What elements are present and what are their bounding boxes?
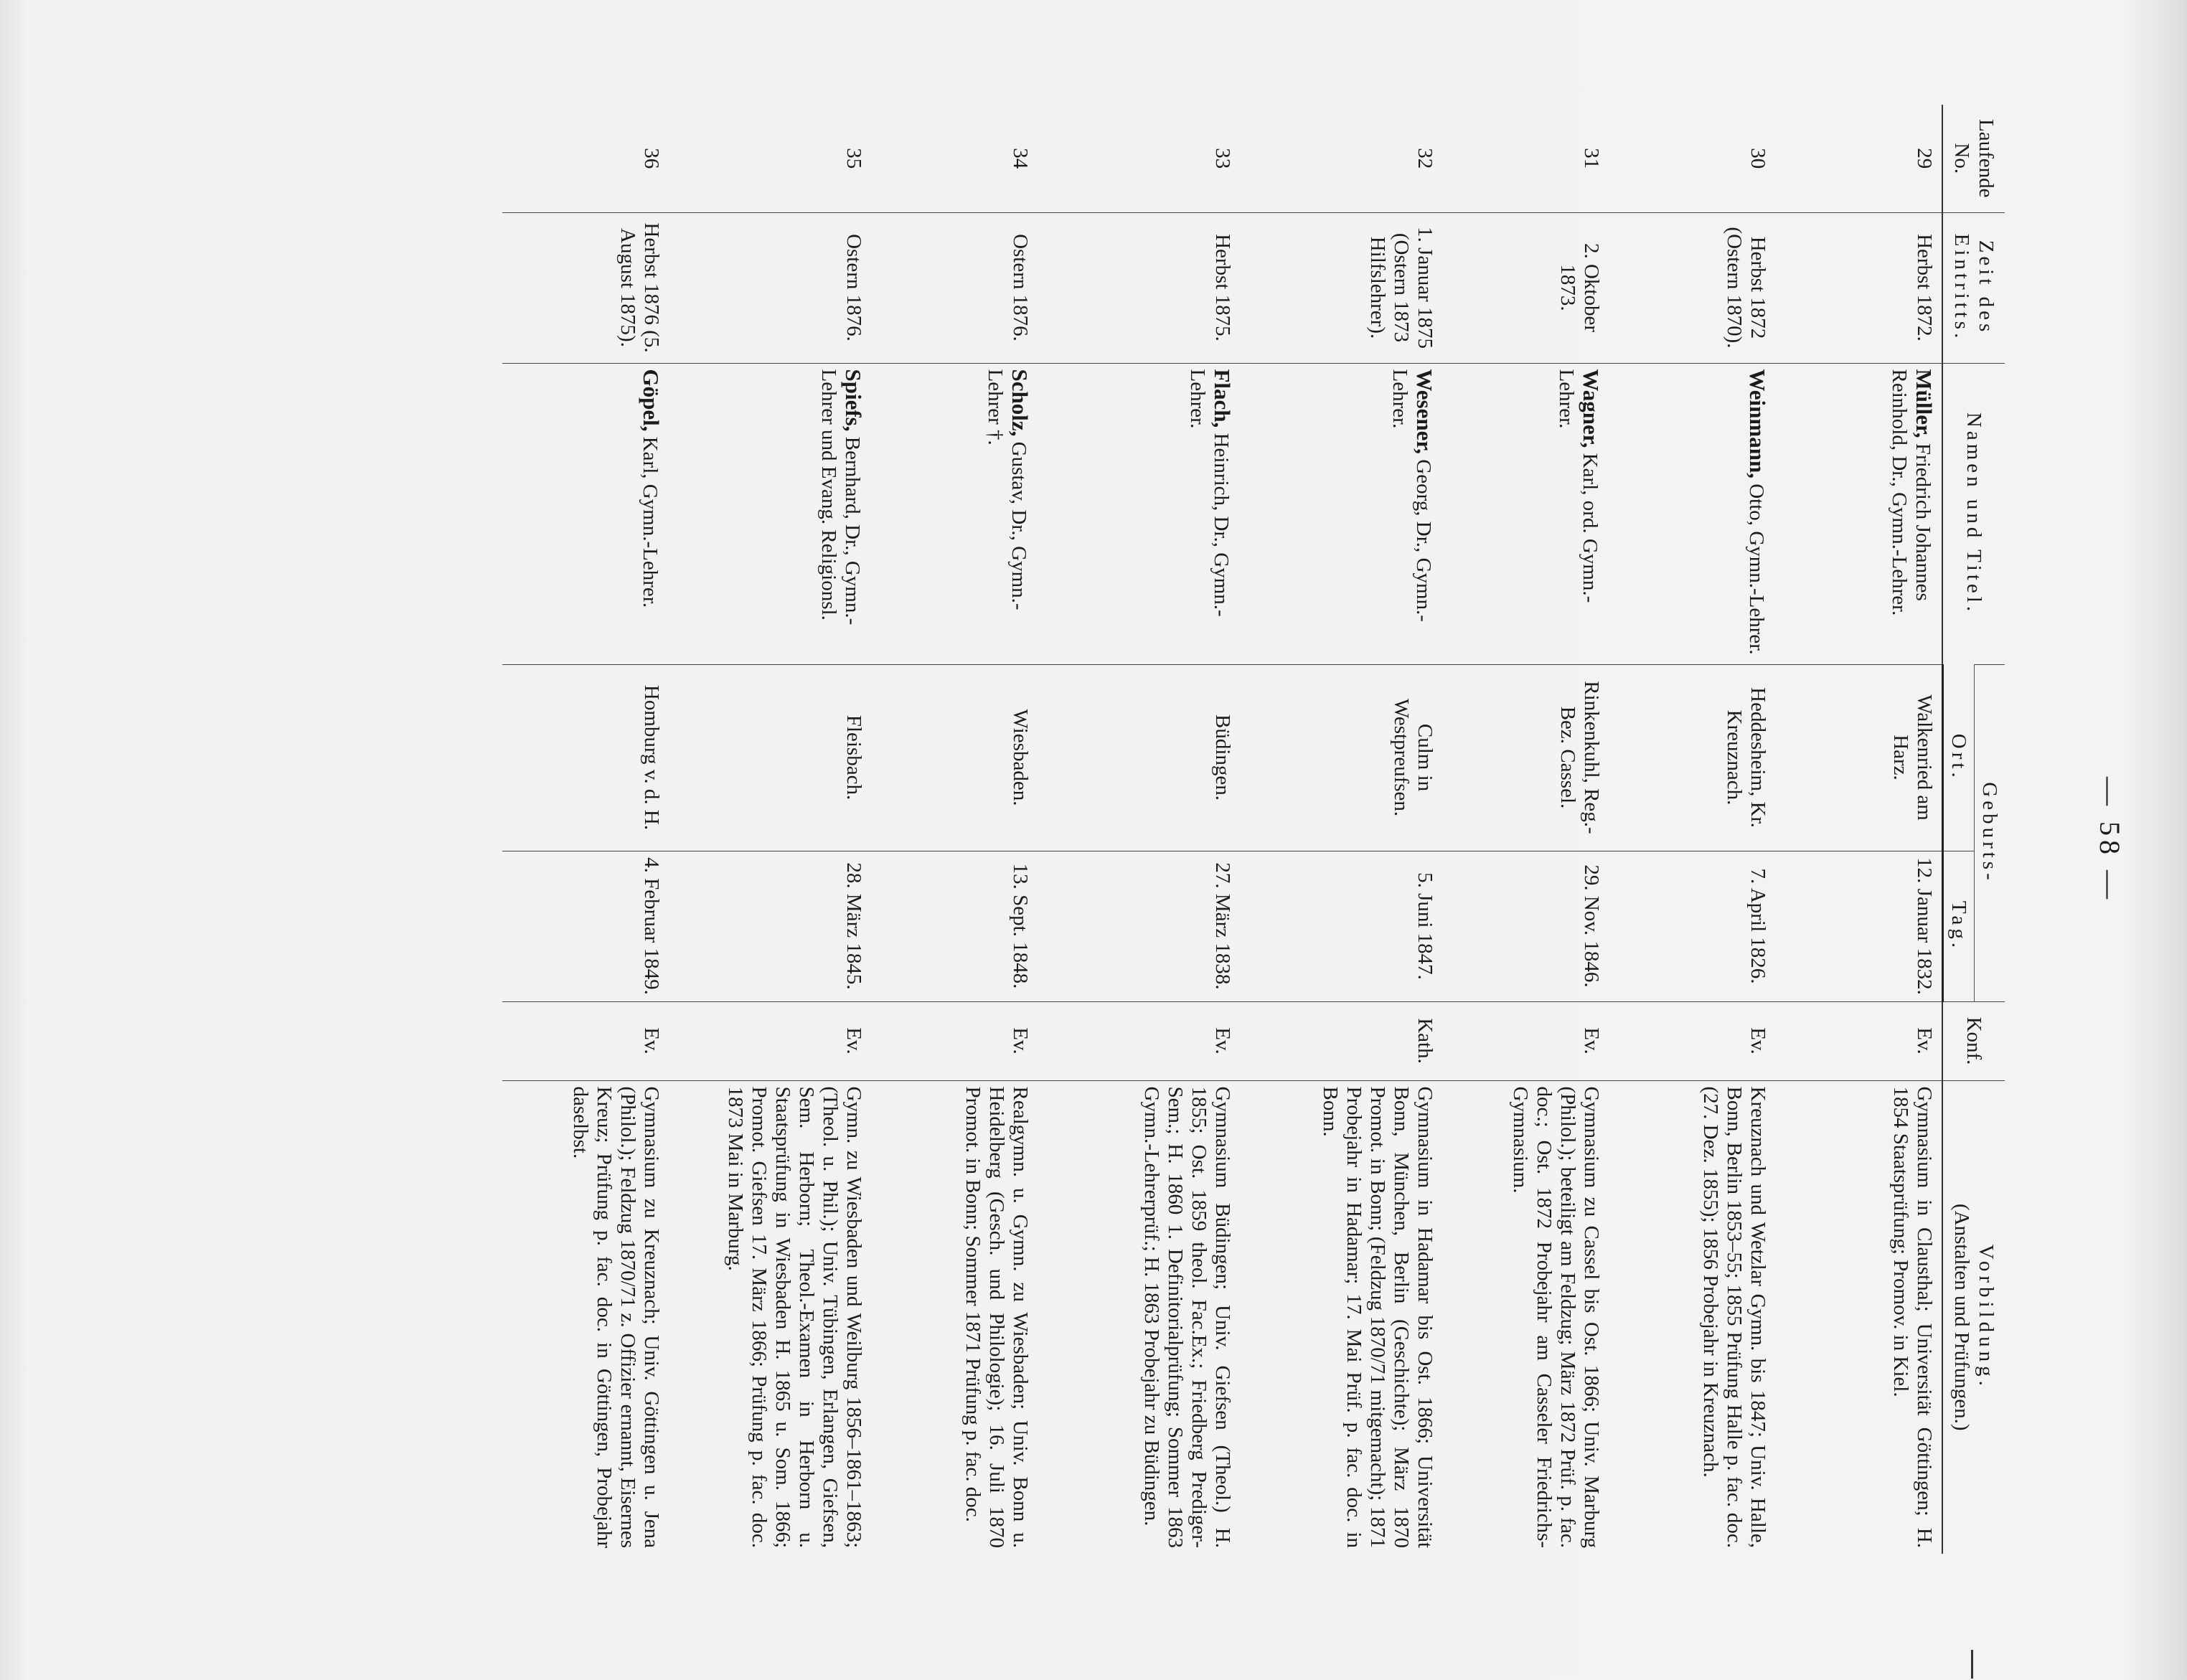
cell-zeit: Ostern 1876. [871,212,1038,363]
surname: Göpel, [639,369,664,432]
table-row [1442,105,1609,1554]
header-konf: Konf. [1943,1001,2005,1080]
header-name: Namen und Titel. [1943,363,2005,664]
cell-tag: 29. Nov. 1846. [1442,851,1609,1001]
cell-name [502,363,669,664]
cell-no: 33 [1211,148,1234,169]
cell-name [1038,363,1240,664]
cell-konf: Ev. [1609,1001,1775,1080]
cell-vorbildung: Gymnasium zu Cassel bis Ost. 1866; Univ. Marburg (Philol.); beteiligt am Feldzug; März 1872 Prüf. p. fac. doc.; Ost. 1872 Probejahr am Casseler Friedrichs-Gymnasium. [1442,1080,1609,1554]
cell-vorbildung: Kreuznach und Wetzlar Gymn. bis 1847; Univ. Halle, Bonn, Berlin 1853–55; 1855 Prüfung Halle p. fac. doc. (27. Dez. 1855); 1856 Probejahr in Kreuznach. [1609,1080,1775,1554]
cell-ort: Heddesheim, Kr. Kreuznach. [1609,664,1775,851]
cell-zeit: Herbst 1872. [1775,212,1943,363]
cell-zeit: Herbst 1872 (Ostern 1870). [1609,212,1775,363]
cell-name [1775,363,1943,664]
cell-no: 32 [1414,148,1436,169]
cell-zeit: Herbst 1876 (5. August 1875). [502,212,669,363]
header-vorbildung [1943,1080,2005,1554]
surname: Flach, [1210,369,1235,428]
cell-ort: Walkenried am Harz. [1775,664,1943,851]
cell-konf: Ev. [871,1001,1038,1080]
cell-konf: Ev. [1775,1001,1943,1080]
cell-tag: 12. Januar 1832. [1775,851,1943,1001]
cell-zeit: 1. Januar 1875 (Ostern 1873 Hilfslehrer). [1240,212,1442,363]
name-details: Heinrich, Dr., Gymn.-Lehrer. [1186,369,1233,617]
cell-konf: Ev. [1038,1001,1240,1080]
cell-tag: 5. Juni 1847. [1240,851,1442,1001]
name-details: Friedrich Johannes Reinhold, Dr., Gymn.-Lehrer. [1888,369,1935,616]
cell-ort: Culm in Westpreufsen. [1240,664,1442,851]
cell-vorbildung: Gymnasium Büdingen; Univ. Giefsen (Theol.) H. 1855; Ost. 1859 theol. Fac.Ex.; Friedberg Prediger-Sem.; H. 1860 1. Definitorialprüfung; Sommer 1863 Gymn.-Lehrerprüf.; H. 1863 Probejahr zu Büdingen. [1038,1080,1240,1554]
cell-konf: Ev. [669,1001,871,1080]
cell-tag: 13. Sept. 1848. [871,851,1038,1001]
header-zeit: Zeit des Eintritts. [1943,212,2005,363]
cell-vorbildung: Gymnasium in Clausthal; Universität Göttingen; H. 1854 Staatsprüfung; Promov. in Kiel. [1775,1080,1943,1554]
cell-tag: 27. März 1838. [1038,851,1240,1001]
cell-ort: Homburg v. d. H. [502,664,669,851]
table-row [1240,105,1442,1554]
table-row [1038,105,1240,1554]
header-tag: Tag. [1943,851,1975,1001]
header-vorbildung-title: Vorbildung. [1975,1244,1998,1390]
header-vorbildung-subtitle: (Anstalten und Prüfungen.) [1950,1204,1974,1431]
rotated-page [53,15,2134,1665]
name-details: Karl, ord. Gymn.-Lehrer. [1555,369,1602,603]
cell-no: 36 [640,148,663,169]
surname: Weinmann, [1745,369,1770,478]
cell-tag: 28. März 1845. [669,851,871,1001]
page-number: — 58 — [2094,777,2126,903]
cell-no: 35 [842,148,865,169]
surname: Müller, [1911,369,1937,438]
cell-name [1442,363,1609,664]
table-row [1609,105,1775,1554]
cell-konf: Kath. [1240,1001,1442,1080]
cell-no: 30 [1746,148,1769,169]
cell-zeit: Ostern 1876. [669,212,871,363]
cell-ort: Wiesbaden. [871,664,1038,851]
table-row [871,105,1038,1554]
cell-ort: Fleisbach. [669,664,871,851]
cell-name [871,363,1038,664]
name-details: Georg, Dr., Gymn.-Lehrer. [1388,369,1435,622]
surname: Spiefs, [841,369,866,432]
header-laufende-no: Laufende No. [1943,105,2005,212]
table-row [502,105,669,1554]
name-details: Gustav, Dr., Gymn.-Lehrer †. [984,369,1030,610]
surname: Wesener, [1412,369,1437,455]
cell-no: 31 [1580,148,1603,169]
name-details: Bernhard, Dr., Gymn.-Lehrer und Evang. Religionsl. [817,369,864,626]
cell-name [1240,363,1442,664]
cell-no: 34 [1009,148,1032,169]
cell-tag: 4. Februar 1849. [502,851,669,1001]
cell-vorbildung: Gymnasium zu Kreuznach; Univ. Göttingen u. Jena (Philol.); Feldzug 1870/71 z. Offizier ernannt, Eisernes Kreuz; Prüfung p. fac. doc. in Göttingen, Probejahr daselbst. [502,1080,669,1554]
cell-name [1609,363,1775,664]
header-ort: Ort. [1943,664,1975,851]
cell-ort: Rinkenkuhl, Reg.-Bez. Cassel. [1442,664,1609,851]
cell-zeit: 2. Oktober 1873. [1442,212,1609,363]
cell-konf: Ev. [1442,1001,1609,1080]
cell-vorbildung: Gymnasium in Hadamar bis Ost. 1866; Universität Bonn, München, Berlin (Geschichte); März 1870 Promot. in Bonn; (Feldzug 1870/71 mitgemacht); 1871 Probejahr in Hadamar; 17. Mai Prüf. p. fac. doc. in Bonn. [1240,1080,1442,1554]
cell-vorbildung: Realgymn. u. Gymn. zu Wiesbaden; Univ. Bonn u. Heidelberg (Gesch. und Philologie); 16. Juli 1870 Promot. in Bonn; Sommer 1871 Prüfung p. fac. doc. [871,1080,1038,1554]
cell-ort: Büdingen. [1038,664,1240,851]
cell-tag: 7. April 1826. [1609,851,1775,1001]
surname: Wagner, [1579,369,1604,448]
name-details: Otto, Gymn.-Lehrer. [1745,483,1768,655]
teacher-register-table [502,105,2005,1554]
table-row [1775,105,1943,1554]
header-geburts: Geburts- [1975,664,2005,1001]
cell-konf: Ev. [502,1001,669,1080]
name-details: Karl, Gymn.-Lehrer. [639,436,662,608]
cell-name [669,363,871,664]
scan-edge-mark [1971,1650,1973,1679]
cell-no: 29 [1913,148,1937,169]
table-row [669,105,871,1554]
cell-vorbildung: Gymn. zu Wiesbaden und Weilburg 1856–1861–1863; (Theol. u. Phil.); Univ. Tübingen, Erlangen, Giefsen, Sem. Herborn; Theol.-Examen in Herborn u. Staatsprüfung in Wiesbaden H. 1865 u. Som. 1866; Promot. Giefsen 17. März 1866; Prüfung p. fac. doc. 1873 Mai in Marburg. [669,1080,871,1554]
cell-zeit: Herbst 1875. [1038,212,1240,363]
surname: Scholz, [1007,369,1033,437]
